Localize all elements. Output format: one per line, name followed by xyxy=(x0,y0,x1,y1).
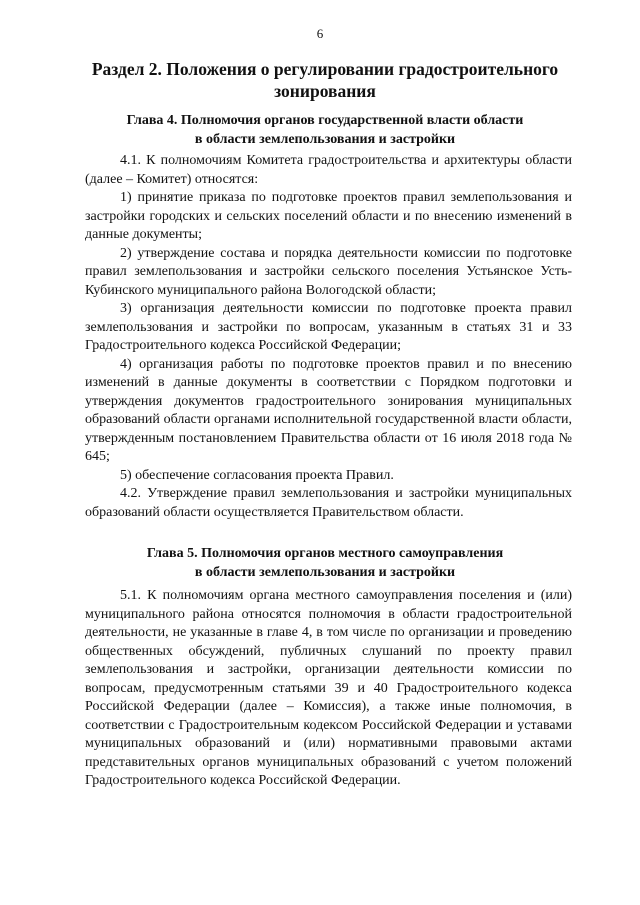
chapter-5-title-line-1: Глава 5. Полномочия органов местного самоуправления xyxy=(146,546,504,561)
chapter-4-title-line-1: Глава 4. Полномочия органов государственной власти области xyxy=(126,113,524,128)
list-item-4: 4) организация работы по подготовке проектов правил и по внесению изменений в данные документы в соответствии с Порядком подготовки и утверждения документов градостроительного зонирования муниципальных образований области органами исполнительной государственной власти области, утвержденным постановлением Правительства области от 16 июля 2018 года № 645; xyxy=(85,356,572,464)
paragraph-4-2: 4.2. Утверждение правил землепользования и застройки муниципальных образований области осуществляется Правительством области. xyxy=(85,486,572,520)
list-item-2: 2) утверждение состава и порядка деятельности комиссии по подготовке правил землепользования и застройки сельского поселения Устьянское Усть-Кубинского муниципального района Вологодской области; xyxy=(85,245,572,298)
chapter-5-title xyxy=(80,545,570,582)
page-number: 6 xyxy=(316,26,324,41)
list-item-1: 1) принятие приказа по подготовке проектов правил землепользования и застройки городских и сельских поселений области и по внесению изменений в данные документы; xyxy=(85,190,572,242)
chapter-4-title-line-2: в области землепользования и застройки xyxy=(194,131,456,147)
paragraph-5-1: 5.1. К полномочиям органа местного самоуправления поселения и (или) муниципального района относятся полномочия в области градостроительной деятельности, не указанные в главе 4, в том числе по организации и проведению общественных обсуждений, публичных слушаний по проекту правил землепользования и застройки, организации деятельности комиссии по вопросам, предусмотренным статьями 39 и 40 Градостроительного кодекса Российской Федерации (далее – Комиссия), а также иные полномочия, в соответствии с Градостроительным кодексом Российской Федерации и уставами муниципальных образований и (или) нормативными правовыми актами представительных органов муниципальных образований с учетом положений Градостроительного кодекса Российской Федерации. xyxy=(85,588,572,788)
chapter-4-body xyxy=(85,152,572,522)
section-title: Раздел 2. Положения о регулировании градостроительного зонирования xyxy=(91,59,559,101)
list-item-3: 3) организация деятельности комиссии по подготовке проекта правил землепользования и застройки по вопросам, указанным в статьях 31 и 33 Градостроительного кодекса Российской Федерации; xyxy=(85,301,572,353)
chapter-5-title-line-2: в области землепользования и застройки xyxy=(194,564,456,580)
chapter-4-title xyxy=(80,112,570,149)
paragraph-4-1: 4.1. К полномочиям Комитета градостроительства и архитектуры области (далее – Комитет) относятся: xyxy=(85,153,572,187)
chapter-5-body xyxy=(85,587,572,791)
list-item-5: 5) обеспечение согласования проекта Правил. xyxy=(120,467,394,483)
